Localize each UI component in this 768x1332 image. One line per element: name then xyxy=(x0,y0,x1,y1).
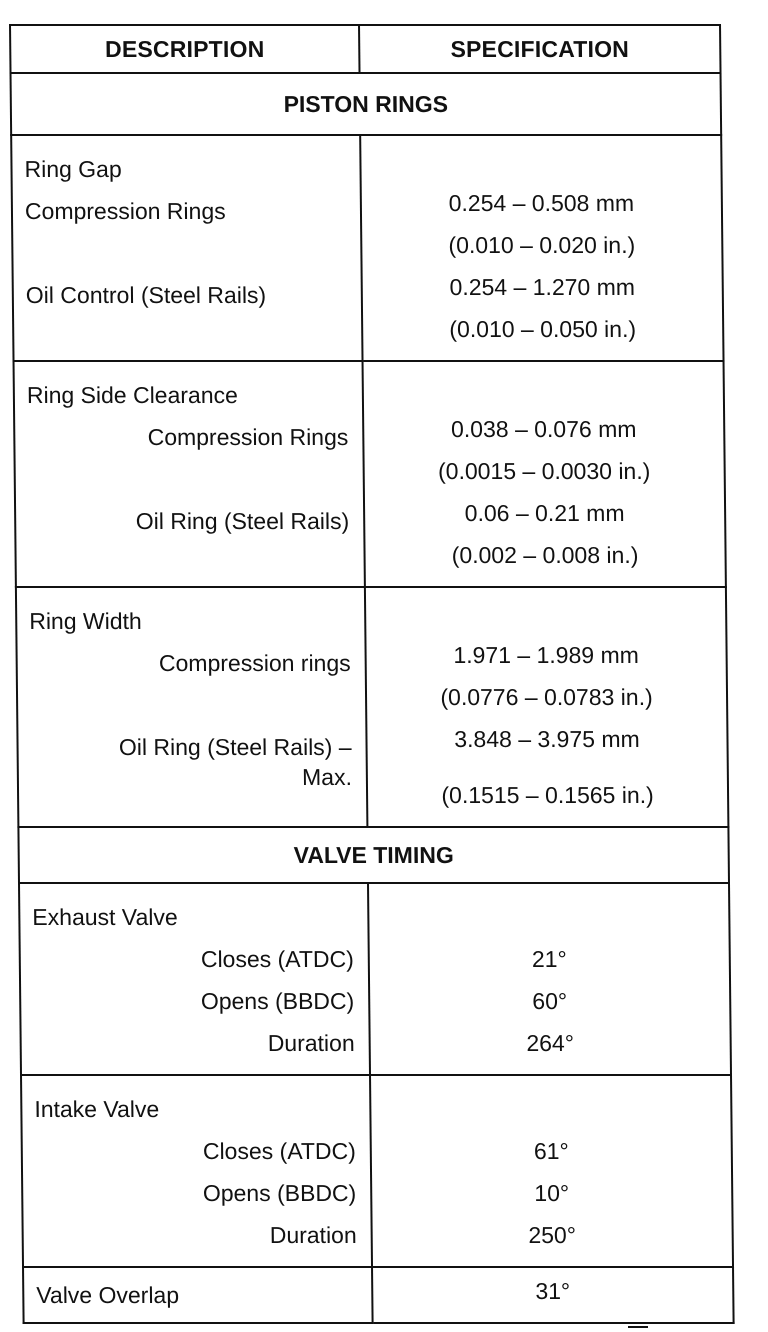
intake-opens-label: Opens (BBDC) xyxy=(202,1180,357,1206)
ring-gap-compression-mm: 0.254 – 0.508 mm xyxy=(448,190,635,216)
ring-width-description xyxy=(16,587,368,827)
table-row-intake-valve xyxy=(21,1075,733,1267)
table-row-ring-gap xyxy=(11,135,723,361)
ring-gap-oil-label: Oil Control (Steel Rails) xyxy=(25,282,267,308)
exhaust-duration-label: Duration xyxy=(267,1030,355,1056)
table-row-exhaust-valve xyxy=(19,883,731,1075)
ring-side-clearance-heading: Ring Side Clearance xyxy=(26,382,238,408)
ring-width-compression-mm: 1.971 – 1.989 mm xyxy=(453,642,639,668)
intake-closes-value: 61° xyxy=(533,1138,569,1164)
ring-gap-compression-in: (0.010 – 0.020 in.) xyxy=(448,232,636,258)
ring-gap-oil-mm: 0.254 – 1.270 mm xyxy=(449,274,636,300)
ring-gap-specification xyxy=(360,135,723,361)
ring-width-compression-label: Compression rings xyxy=(158,650,351,676)
table-header-row xyxy=(10,25,721,73)
ring-width-compression-in: (0.0776 – 0.0783 in.) xyxy=(440,684,653,710)
valve-overlap-description xyxy=(23,1267,373,1323)
ring-gap-oil-in: (0.010 – 0.050 in.) xyxy=(449,316,637,342)
exhaust-opens-value: 60° xyxy=(532,988,568,1014)
ring-width-oil-in: (0.1515 – 0.1565 in.) xyxy=(441,782,654,808)
intake-opens-value: 10° xyxy=(534,1180,570,1206)
ring-side-clearance-specification xyxy=(363,361,726,587)
intake-valve-heading: Intake Valve xyxy=(34,1096,160,1122)
intake-duration-label: Duration xyxy=(269,1222,357,1248)
ring-side-clearance-oil-in: (0.002 – 0.008 in.) xyxy=(451,542,639,568)
ring-width-oil-mm: 3.848 – 3.975 mm xyxy=(454,726,640,752)
ring-width-oil-label-line1: Oil Ring (Steel Rails) – xyxy=(118,734,352,760)
specification-table xyxy=(9,24,735,1324)
exhaust-valve-description xyxy=(19,883,370,1075)
ring-width-specification xyxy=(365,587,729,827)
exhaust-valve-heading: Exhaust Valve xyxy=(32,904,178,930)
exhaust-valve-specification xyxy=(368,883,731,1075)
intake-duration-value: 250° xyxy=(528,1222,577,1248)
ring-gap-compression-label: Compression Rings xyxy=(24,198,226,224)
page-footer-mark xyxy=(628,1326,648,1328)
ring-side-clearance-compression-in: (0.0015 – 0.0030 in.) xyxy=(437,458,651,484)
valve-overlap-label: Valve Overlap xyxy=(36,1282,180,1308)
ring-side-clearance-compression-label: Compression Rings xyxy=(147,424,349,450)
intake-valve-description xyxy=(21,1075,372,1267)
exhaust-duration-value: 264° xyxy=(526,1030,575,1056)
table-row-ring-width xyxy=(16,587,729,827)
exhaust-closes-value: 21° xyxy=(531,946,567,972)
description-header: DESCRIPTION xyxy=(10,25,360,73)
exhaust-closes-label: Closes (ATDC) xyxy=(200,946,354,972)
ring-gap-description xyxy=(11,135,362,361)
intake-valve-specification xyxy=(370,1075,733,1267)
table-row-valve-overlap xyxy=(23,1267,734,1323)
ring-side-clearance-description xyxy=(14,361,365,587)
ring-side-clearance-oil-label: Oil Ring (Steel Rails) xyxy=(135,508,350,534)
ring-side-clearance-oil-mm: 0.06 – 0.21 mm xyxy=(464,500,625,526)
exhaust-opens-label: Opens (BBDC) xyxy=(200,988,355,1014)
ring-width-heading: Ring Width xyxy=(29,608,142,634)
ring-side-clearance-compression-mm: 0.038 – 0.076 mm xyxy=(450,416,637,442)
section-row-valve-timing xyxy=(18,827,729,883)
ring-gap-heading: Ring Gap xyxy=(24,156,122,182)
ring-width-oil-label-line2: Max. xyxy=(301,764,353,790)
section-title-valve-timing: VALVE TIMING xyxy=(18,827,729,883)
intake-closes-label: Closes (ATDC) xyxy=(202,1138,356,1164)
section-row-piston-rings xyxy=(11,73,722,135)
valve-overlap-specification xyxy=(372,1267,734,1323)
specification-header: SPECIFICATION xyxy=(359,25,721,73)
valve-overlap-value: 31° xyxy=(535,1278,571,1304)
section-title-piston-rings: PISTON RINGS xyxy=(11,73,722,135)
table-row-ring-side-clearance xyxy=(14,361,726,587)
